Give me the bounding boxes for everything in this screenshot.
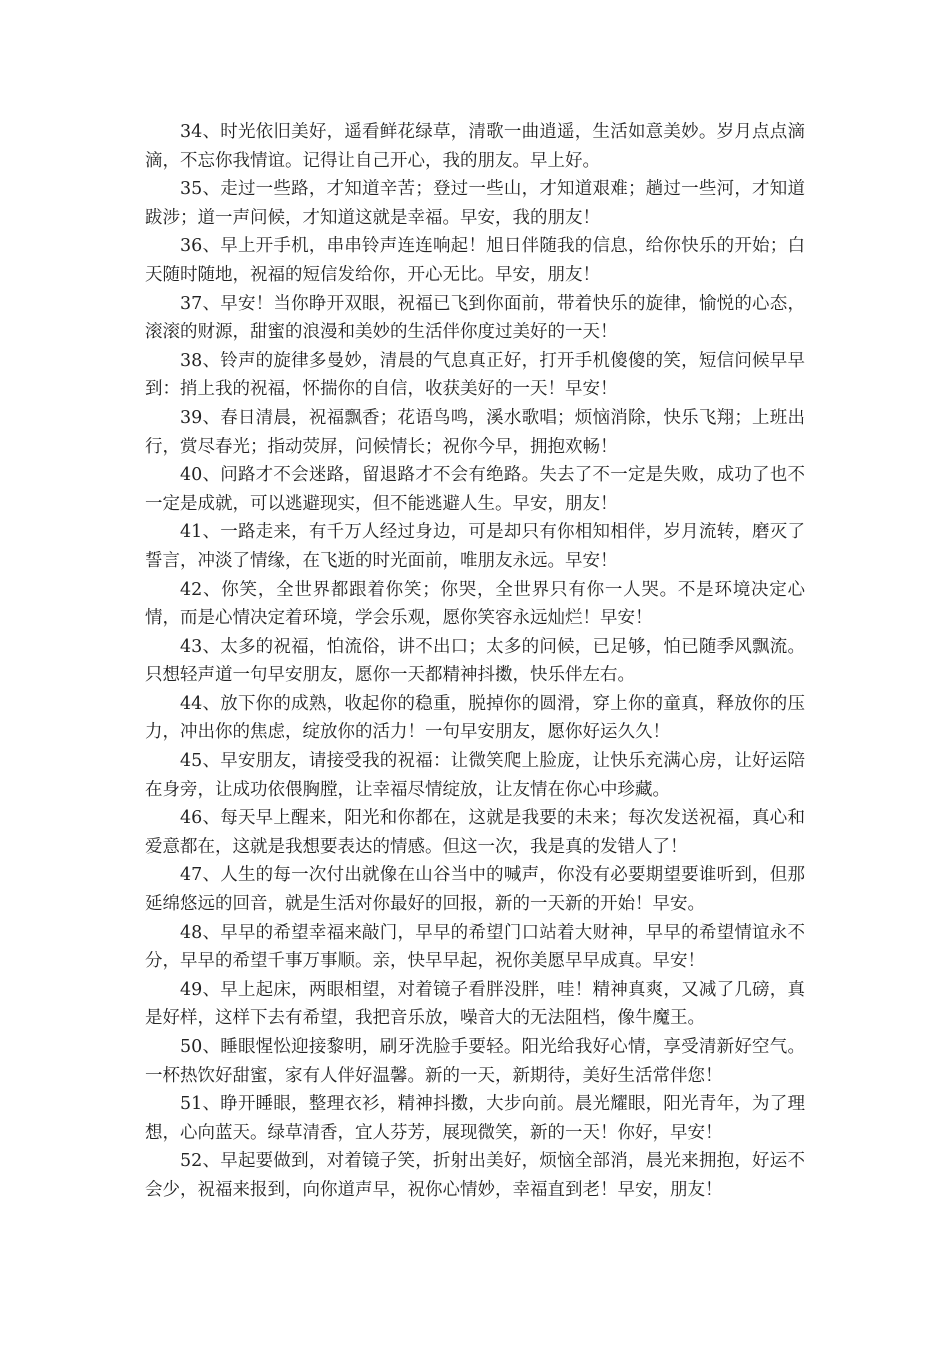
- paragraph-51: 51、睁开睡眼，整理衣衫，精神抖擞，大步向前。晨光耀眼，阳光青年，为了理想，心向蓝天。绿草清香，宜人芬芳，展现微笑，新的一天！你好，早安！: [145, 1094, 805, 1143]
- paragraph-46: 46、每天早上醒来，阳光和你都在，这就是我要的未来；每次发送祝福，真心和爱意都在，这就是我想要表达的情感。但这一次，我是真的发错人了！: [145, 808, 805, 857]
- paragraph-44: 44、放下你的成熟，收起你的稳重，脱掉你的圆滑，穿上你的童真，释放你的压力，冲出你的焦虑，绽放你的活力！一句早安朋友，愿你好运久久！: [145, 693, 805, 743]
- paragraph-49: 49、早上起床，两眼相望，对着镜子看胖没胖，哇！精神真爽，又减了几磅，真是好样，这样下去有希望，我把音乐放，噪音大的无法阻档，像牛魔王。: [145, 979, 805, 1029]
- paragraph-36: 36、早上开手机，串串铃声连连响起！旭日伴随我的信息，给你快乐的开始；白天随时随地，祝福的短信发给你，开心无比。早安，朋友！: [145, 236, 805, 285]
- paragraph-45: 45、早安朋友，请接受我的祝福：让微笑爬上脸庞，让快乐充满心房，让好运陪在身旁，让成功依偎胸膛，让幸福尽情绽放，让友情在你心中珍藏。: [145, 751, 805, 800]
- paragraph-40: 40、问路才不会迷路，留退路才不会有绝路。失去了不一定是失败，成功了也不一定是成就，可以逃避现实，但不能逃避人生。早安，朋友！: [145, 465, 805, 514]
- paragraph-35: 35、走过一些路，才知道辛苦；登过一些山，才知道艰难；趟过一些河，才知道跋涉；道一声问候，才知道这就是幸福。早安，我的朋友！: [145, 179, 805, 228]
- paragraph-43: 43、太多的祝福，怕流俗，讲不出口；太多的问候，已足够，怕已随季风飘流。只想轻声道一句早安朋友，愿你一天都精神抖擞，快乐伴左右。: [145, 636, 805, 686]
- paragraph-41: 41、一路走来，有千万人经过身边，可是却只有你相知相伴，岁月流转，磨灭了誓言，冲淡了情缘，在飞逝的时光面前，唯朋友永远。早安！: [145, 522, 805, 571]
- paragraph-52: 52、早起要做到，对着镜子笑，折射出美好，烦恼全部消，晨光来拥抱，好运不会少，祝福来报到，向你道声早，祝你心情妙，幸福直到老！早安，朋友！: [145, 1151, 805, 1200]
- paragraph-39: 39、春日清晨，祝福飘香；花语鸟鸣，溪水歌唱；烦恼消除，快乐飞翔；上班出行，赏尽春光；指动荧屏，问候情长；祝你今早，拥抱欢畅！: [145, 407, 805, 457]
- document-body: [145, 118, 805, 1205]
- paragraph-34: 34、时光依旧美好，遥看鲜花绿草，清歌一曲逍遥，生活如意美妙。岁月点点滴滴，不忘你我情谊。记得让自己开心，我的朋友。早上好。: [145, 122, 805, 171]
- paragraph-50: 50、睡眼惺忪迎接黎明，刷牙洗脸手要轻。阳光给我好心情，享受清新好空气。一杯热饮好甜蜜，家有人伴好温馨。新的一天，新期待，美好生活常伴您！: [145, 1037, 805, 1086]
- paragraph-47: 47、人生的每一次付出就像在山谷当中的喊声，你没有必要期望要谁听到，但那延绵悠远的回音，就是生活对你最好的回报，新的一天新的开始！早安。: [145, 865, 805, 915]
- paragraph-42: 42、你笑，全世界都跟着你笑；你哭，全世界只有你一人哭。不是环境决定心情，而是心情决定着环境，学会乐观，愿你笑容永远灿烂！早安！: [145, 579, 805, 629]
- paragraph-37: 37、早安！当你睁开双眼，祝福已飞到你面前，带着快乐的旋律，愉悦的心态，滚滚的财源，甜蜜的浪漫和美妙的生活伴你度过美好的一天！: [145, 293, 805, 343]
- paragraph-38: 38、铃声的旋律多曼妙，清晨的气息真正好，打开手机傻傻的笑，短信问候早早到：捎上我的祝福，怀揣你的自信，收获美好的一天！早安！: [145, 350, 805, 400]
- paragraph-48: 48、早早的希望幸福来敲门，早早的希望门口站着大财神，早早的希望情谊永不分，早早的希望千事万事顺。亲，快早早起，祝你美愿早早成真。早安！: [145, 922, 805, 972]
